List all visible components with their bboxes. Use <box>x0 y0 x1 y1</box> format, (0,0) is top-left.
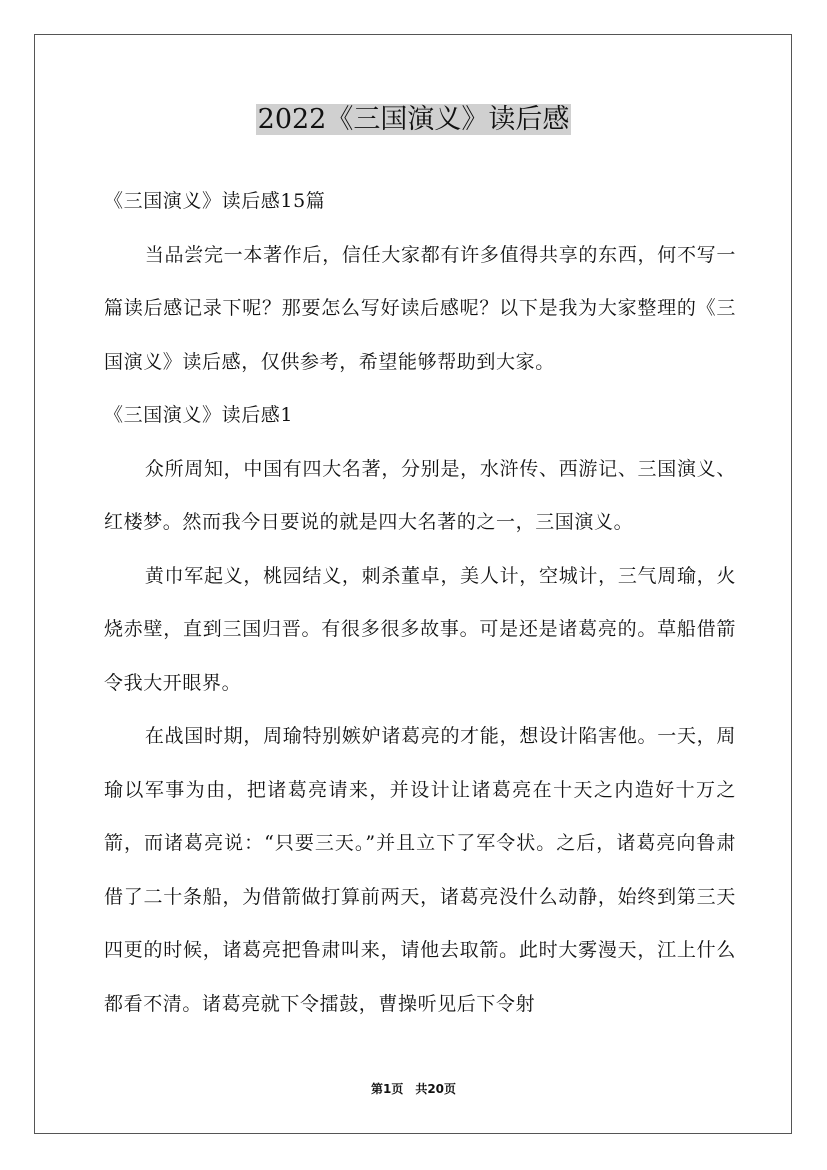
document-title-text: 2022《三国演义》读后感 <box>257 104 570 135</box>
body-paragraph: 在战国时期，周瑜特别嫉妒诸葛亮的才能，想设计陷害他。一天，周瑜以军事为由，把诸葛亮请来，并设计让诸葛亮在十天之内造好十万之箭，而诸葛亮说：“只要三天。”并且立下了军令状。之后，诸葛亮向鲁肃借了二十条船，为借箭做打算前两天，诸葛亮没什么动静，始终到第三天四更的时候，诸葛亮把鲁肃叫来，请他去取箭。此时大雾漫天，江上什么都看不清。诸葛亮就下令擂鼓，曹操听见后下令射 <box>104 725 736 1015</box>
section-heading: 《三国演义》读后感1 <box>104 404 294 426</box>
document-title <box>0 100 827 140</box>
body-paragraph: 当品尝完一本著作后，信任大家都有许多值得共享的东西，何不写一篇读后感记录下呢？那要怎么写好读后感呢？以下是我为大家整理的《三国演义》读后感，仅供参考，希望能够帮助到大家。 <box>104 243 736 373</box>
body-paragraph: 黄巾军起义，桃园结义，刺杀董卓，美人计，空城计，三气周瑜，火烧赤壁，直到三国归晋。有很多很多故事。可是还是诸葛亮的。草船借箭令我大开眼界。 <box>104 564 736 694</box>
document-body <box>104 175 736 1031</box>
page-number-footer: 第1页 共20页 <box>370 1082 457 1096</box>
section-heading: 《三国演义》读后感15篇 <box>104 190 326 212</box>
body-paragraph: 众所周知，中国有四大名著，分别是，水浒传、西游记、三国演义、红楼梦。然而我今日要说的就是四大名著的之一，三国演义。 <box>104 457 736 533</box>
